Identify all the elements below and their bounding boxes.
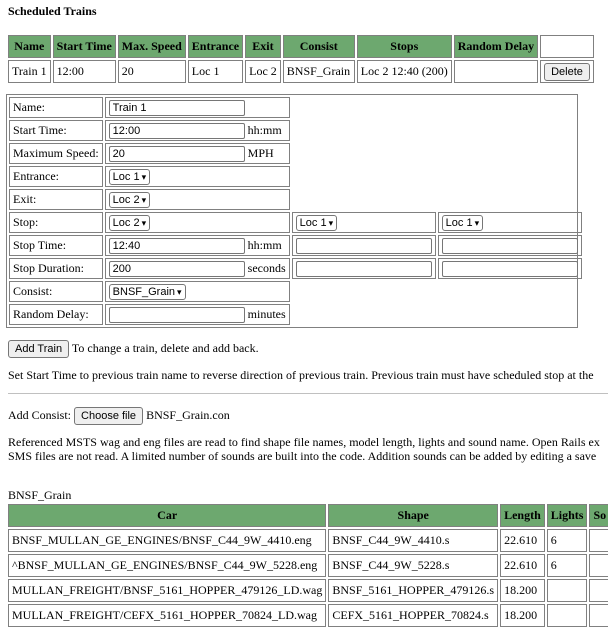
stop-cell [105,212,290,233]
col-max-speed: Max. Speed [118,35,186,58]
speed-label: Maximum Speed: [9,143,103,164]
col-random-delay: Random Delay [454,35,538,58]
col-entrance: Entrance [188,35,243,58]
stop-label: Stop: [9,212,103,233]
duration-cell [105,258,290,279]
table-row [8,60,594,83]
speed-unit: MPH [247,145,274,160]
consist-select[interactable]: BNSF_Grain ▾ [109,284,186,300]
entrance-cell [105,166,290,187]
cell-shape: BNSF_C44_9W_4410.s [328,529,498,552]
cell-stops: Loc 2 12:40 (200) [357,60,452,83]
speed-cell [105,143,290,164]
add-train-hint: To change a train, delete and add back. [71,341,259,355]
cell-lights [547,604,588,627]
exit-select[interactable]: Loc 2 ▾ [109,192,150,208]
col-lights: Lights [547,504,588,527]
consist-cell [105,281,290,302]
add-consist-row [8,407,230,425]
entrance-select[interactable]: Loc 1 ▾ [109,169,150,185]
duration-input-2[interactable] [296,261,432,277]
duration-input-3[interactable] [442,261,578,277]
col-sound: So [589,504,608,527]
start-time-label: Start Time: [9,120,103,141]
chevron-down-icon: ▾ [141,217,147,228]
entrance-label: Entrance: [9,166,103,187]
cell-car: BNSF_MULLAN_GE_ENGINES/BNSF_C44_9W_4410.eng [8,529,326,552]
delay-unit: minutes [247,306,286,321]
cell-name: Train 1 [8,60,51,83]
name-cell [105,97,290,118]
duration-cell-2 [292,258,436,279]
train-form [6,94,578,328]
cell-consist: BNSF_Grain [283,60,355,83]
col-stops: Stops [357,35,452,58]
cell-lights [547,579,588,602]
stop-time-unit: hh:mm [247,237,282,252]
start-unit: hh:mm [247,122,282,137]
stop-time-cell-2 [292,235,436,256]
col-name: Name [8,35,51,58]
cell-shape: CEFX_5161_HOPPER_70824.s [328,604,498,627]
cell-car: MULLAN_FREIGHT/BNSF_5161_HOPPER_479126_LD.wag [8,579,326,602]
cell-sound [589,579,608,602]
stop-time-cell [105,235,290,256]
cell-shape: BNSF_5161_HOPPER_479126.s [328,579,498,602]
col-length: Length [500,504,545,527]
divider [8,393,608,394]
info-line-1: Referenced MSTS wag and eng files are read to find shape file names, model length, lights and sound name. Open Rails ex [8,435,600,449]
choose-file-button[interactable]: Choose file [74,407,143,425]
info-line-2: SMS files are not read. A limited number of sounds are built into the code. Addition sounds can be added by editing a save [8,449,597,463]
chevron-down-icon: ▾ [141,171,147,182]
consist-label: Consist: [9,281,103,302]
table-row [8,604,608,627]
cell-delay [454,60,538,83]
duration-unit: seconds [247,260,286,275]
chosen-file-name: BNSF_Grain.con [146,408,230,422]
cell-car: MULLAN_FREIGHT/CEFX_5161_HOPPER_70824_LD.wag [8,604,326,627]
cell-shape: BNSF_C44_9W_5228.s [328,554,498,577]
schedule-table [6,33,596,85]
stop-time-input-2[interactable] [296,238,432,254]
cell-sound [589,554,608,577]
cell-exit: Loc 2 [245,60,281,83]
duration-cell-3 [438,258,582,279]
name-input[interactable] [109,100,245,116]
cell-action [540,60,594,83]
exit-cell [105,189,290,210]
cell-speed: 20 [118,60,186,83]
stop-select-1[interactable]: Loc 2 ▾ [109,215,150,231]
col-action [540,35,594,58]
chevron-down-icon: ▾ [328,217,334,228]
duration-input[interactable] [109,261,245,277]
stop-time-input[interactable] [109,238,245,254]
start-cell [105,120,290,141]
stop-time-cell-3 [438,235,582,256]
cell-lights: 6 [547,554,588,577]
cell-entrance: Loc 1 [188,60,243,83]
stop-cell-3 [438,212,582,233]
stop-select-2[interactable]: Loc 1 ▾ [296,215,337,231]
stop-time-label: Stop Time: [9,235,103,256]
col-exit: Exit [245,35,281,58]
delay-cell [105,304,290,325]
col-car: Car [8,504,326,527]
stop-select-3[interactable]: Loc 1 ▾ [442,215,483,231]
delay-label: Random Delay: [9,304,103,325]
chevron-down-icon: ▾ [141,194,147,205]
delete-button[interactable]: Delete [544,63,590,81]
cell-car: ^BNSF_MULLAN_GE_ENGINES/BNSF_C44_9W_5228.eng [8,554,326,577]
table-row [8,554,608,577]
table-row [8,529,608,552]
add-train-button[interactable]: Add Train [8,340,69,358]
chevron-down-icon: ▾ [177,286,182,297]
reverse-note: Set Start Time to previous train name to reverse direction of previous train. Previous train must have scheduled stop at the [8,368,594,382]
name-label: Name: [9,97,103,118]
cell-length: 22.610 [500,529,545,552]
cell-start: 12:00 [53,60,116,83]
cell-length: 22.610 [500,554,545,577]
add-train-row [8,340,259,358]
start-time-input[interactable] [109,123,245,139]
speed-input[interactable] [109,146,245,162]
col-consist: Consist [283,35,355,58]
cell-sound [589,529,608,552]
cell-length: 18.200 [500,604,545,627]
exit-label: Exit: [9,189,103,210]
delay-input[interactable] [109,307,245,323]
consist-table [6,502,608,629]
cell-lights: 6 [547,529,588,552]
stop-cell-2 [292,212,436,233]
cell-length: 18.200 [500,579,545,602]
col-start-time: Start Time [53,35,116,58]
stop-time-input-3[interactable] [442,238,578,254]
col-shape: Shape [328,504,498,527]
consist-title: BNSF_Grain [8,488,72,502]
duration-label: Stop Duration: [9,258,103,279]
cell-sound [589,604,608,627]
table-row [8,579,608,602]
add-consist-label: Add Consist: [8,408,72,422]
page-title: Scheduled Trains [8,4,97,18]
chevron-down-icon: ▾ [474,217,480,228]
